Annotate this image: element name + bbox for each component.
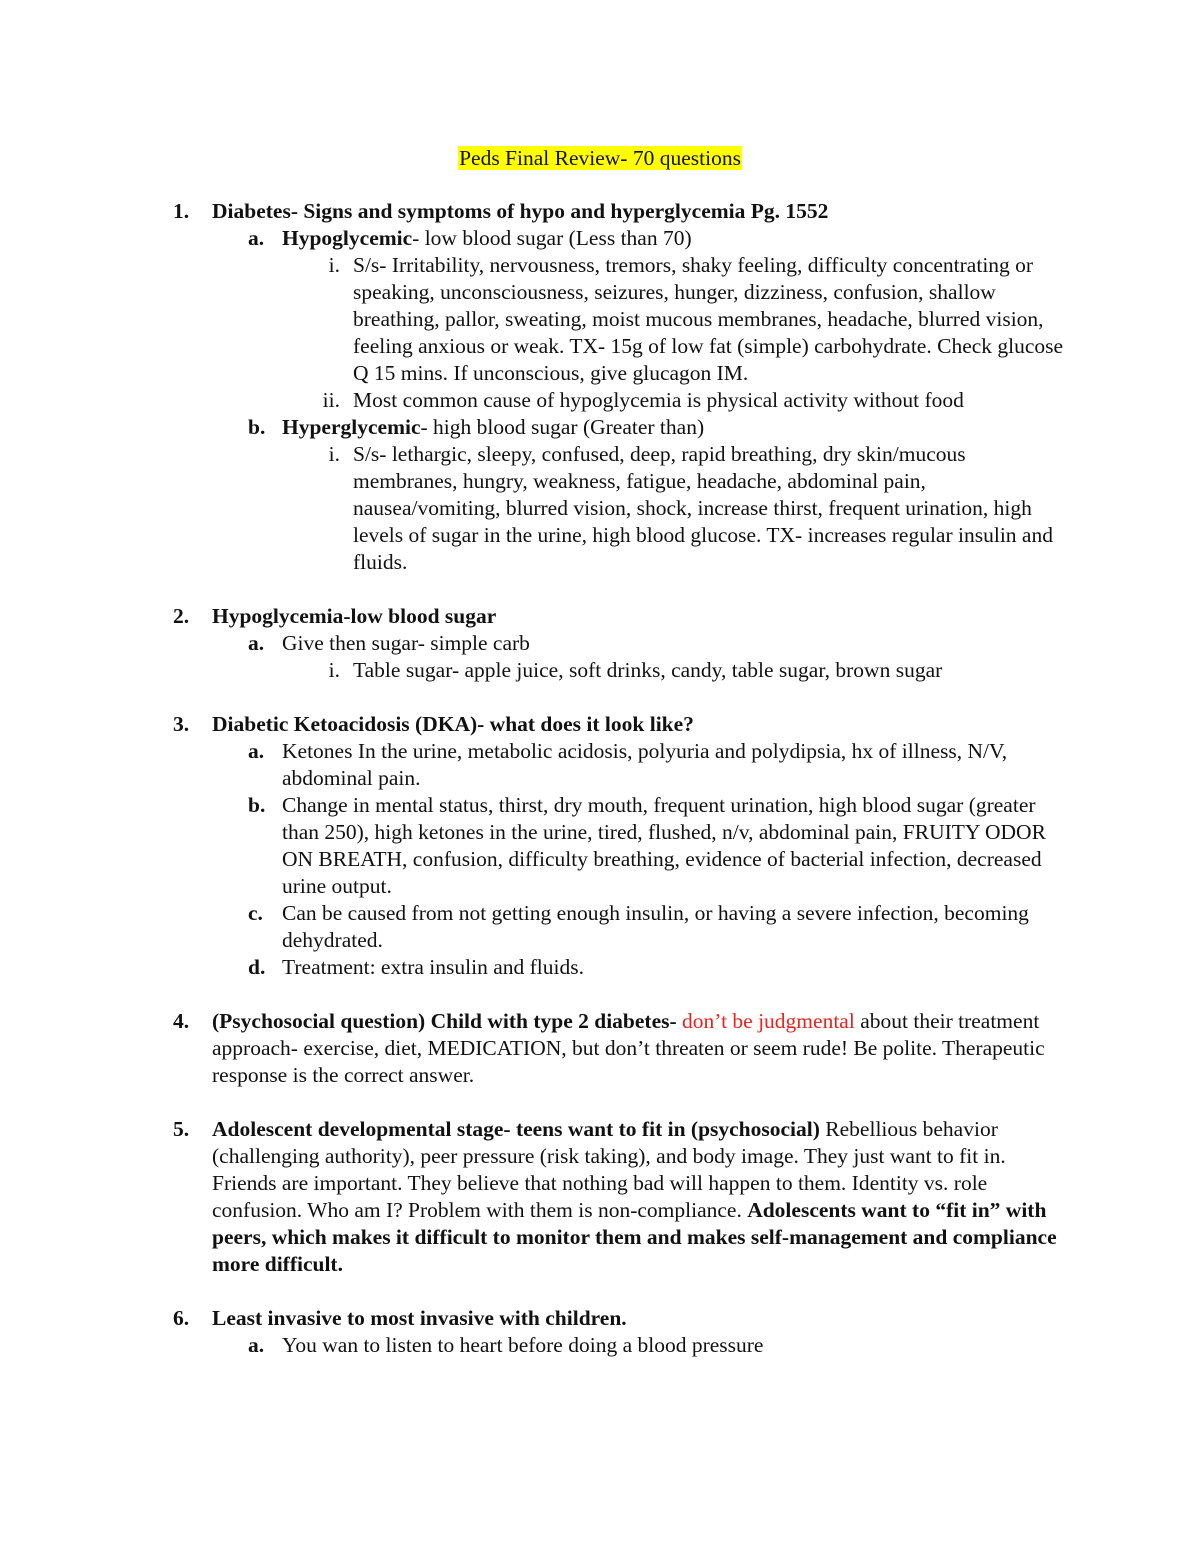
spacer [170,576,1070,603]
item-number: 2. [173,604,190,628]
sub-text: - high blood sugar (Greater than) [420,415,705,439]
item-number: 6. [173,1306,190,1330]
item-number: 3. [173,712,190,736]
sub-marker: a. [248,226,265,250]
page-title: Peds Final Review- 70 questions [459,146,741,170]
subsub-item-2a-i [170,657,1070,684]
sub-bold-term: Hyperglycemic [282,415,421,439]
sub-item-3b [170,792,1070,900]
sub-bold-term: Hypoglycemic [282,226,413,250]
sub-item-2a [170,630,1070,657]
sub-text: Ketones In the urine, metabolic acidosis, polyuria and polydipsia, hx of illness, N/V, abdominal pain. [282,739,1008,790]
subsub-text: Most common cause of hypoglycemia is physical activity without food [353,388,964,412]
sub-item-3c [170,900,1070,954]
spacer [170,1278,1070,1305]
title-block [0,145,1200,172]
list-item-4 [170,1008,1070,1089]
item-heading: Hypoglycemia-low blood sugar [212,604,497,628]
sub-text: Can be caused from not getting enough insulin, or having a severe infection, becoming dehydrated. [282,901,1029,952]
list-item-3 [170,711,1070,738]
sub-marker: c. [248,901,263,925]
subsub-text: S/s- Irritability, nervousness, tremors, shaky feeling, difficulty concentrating or speaking, unconsciousness, seizures, hunger, dizziness, confusion, shallow breathing, pallor, sweating, moist mucous membranes, headache, blurred vision, feeling anxious or weak. TX- 15g of low fat (simple) carbohydrate. Check glucose Q 15 mins. If unconscious, give glucagon IM. [353,253,1064,385]
sub-text: Treatment: extra insulin and fluids. [282,955,584,979]
item-heading: Diabetic Ketoacidosis (DKA)- what does it look like? [212,712,694,736]
item-body: Rebellious behavior (challenging authority), peer pressure (risk taking), and body image. They just want to fit in. Friends are important. They believe that nothing bad will happen to them. Identity vs. role confusion. Who am I? Problem with them is non-compliance. [212,1117,1006,1222]
list-item-6 [170,1305,1070,1332]
item-heading: Diabetes- Signs and symptoms of hypo and hyperglycemia Pg. 1552 [212,199,829,223]
sub-text: - low blood sugar (Less than 70) [412,226,692,250]
sub-text: You wan to listen to heart before doing a blood pressure [282,1333,764,1357]
item-number: 4. [173,1009,190,1033]
sub-item-3d [170,954,1070,981]
subsub-item-1a-i [170,252,1070,387]
sub-marker: a. [248,631,265,655]
spacer [170,981,1070,1008]
subsub-text: Table sugar- apple juice, soft drinks, candy, table sugar, brown sugar [353,658,943,682]
item-bold-body: Adolescents want to “fit in” with peers, which makes it difficult to monitor them and makes self-management and compliance more difficult. [212,1198,1057,1276]
item-heading: Least invasive to most invasive with children. [212,1306,627,1330]
subsub-item-1b-i [170,441,1070,576]
sub-marker: a. [248,1333,265,1357]
subsub-text: S/s- lethargic, sleepy, confused, deep, rapid breathing, dry skin/mucous membranes, hungry, weakness, fatigue, headache, abdominal pain, nausea/vomiting, blurred vision, shock, increase thirst, frequent urination, high levels of sugar in the urine, high blood glucose. TX- increases regular insulin and fluids. [353,442,1053,574]
subsub-item-1a-ii [170,387,1070,414]
highlight-red-text: don’t be judgmental [682,1009,855,1033]
sub-item-6a [170,1332,1070,1359]
subsub-marker: ii. [322,388,340,412]
list-item-2 [170,603,1070,630]
sub-text: Change in mental status, thirst, dry mouth, frequent urination, high blood sugar (greater than 250), high ketones in the urine, tired, flushed, n/v, abdominal pain, FRUITY ODOR ON BREATH, confusion, difficulty breathing, evidence of bacterial infection, decreased urine output. [282,793,1046,898]
sub-marker: d. [248,955,266,979]
review-list [170,198,1070,1359]
sub-item-1b [170,414,1070,441]
sub-item-3a [170,738,1070,792]
sub-marker: b. [248,793,266,817]
item-heading: (Psychosocial question) Child with type 2 diabetes- [212,1009,677,1033]
spacer [170,684,1070,711]
subsub-marker: i. [328,442,340,466]
subsub-marker: i. [328,253,340,277]
item-body: about their treatment approach- exercise, diet, MEDICATION, but don’t threaten or seem rude! Be polite. Therapeutic response is the correct answer. [212,1009,1045,1087]
item-number: 1. [173,199,190,223]
subsub-marker: i. [328,658,340,682]
list-item-1 [170,198,1070,225]
item-heading: Adolescent developmental stage- teens want to fit in (psychosocial) [212,1117,820,1141]
spacer [170,1089,1070,1116]
list-item-5 [170,1116,1070,1278]
sub-marker: a. [248,739,265,763]
sub-text: Give then sugar- simple carb [282,631,530,655]
sub-item-1a [170,225,1070,252]
item-number: 5. [173,1117,190,1141]
sub-marker: b. [248,415,266,439]
